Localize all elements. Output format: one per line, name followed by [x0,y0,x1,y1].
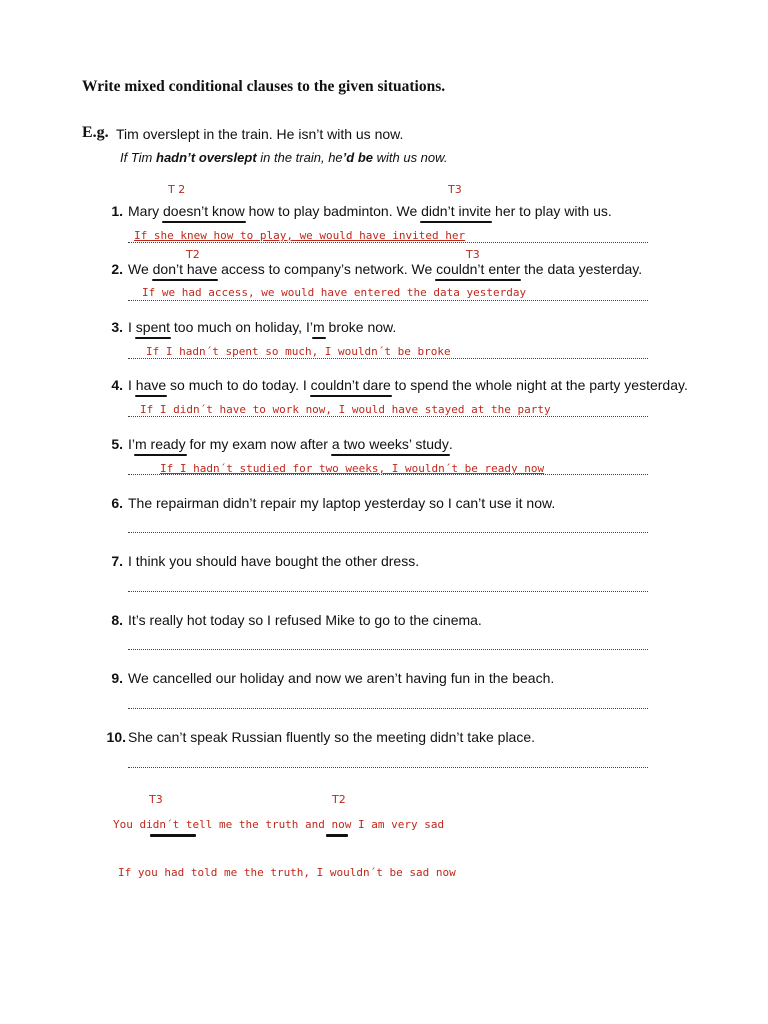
answer-line[interactable] [128,357,648,359]
item-number: 6. [111,495,123,511]
answer-line[interactable] [128,766,648,768]
exercise-sentence: We cancelled our holiday and now we aren’t having fun in the beach. [128,670,555,686]
handwritten-answer: If we had access, we would have entered the data yesterday [142,286,527,299]
item-number: 7. [111,553,123,569]
answer-line[interactable] [128,590,648,592]
exercise-sentence: She can’t speak Russian fluently so the meeting didn’t take place. [128,729,536,745]
handwritten-sentence: You didn´t tell me the truth and now I am very sad [113,818,445,831]
item-number: 9. [111,670,123,686]
handwritten-answer: If I hadn´t studied for two weeks, I wouldn´t be ready now [160,462,545,475]
answer-line[interactable] [128,299,648,301]
answer-line[interactable] [128,241,648,243]
item-number: 4. [111,377,123,393]
exercise-sentence: We don’t have access to company’s network. We couldn’t enter the data yesterday. [128,261,643,277]
item-number: 10. [106,729,126,745]
handwritten-answer: If you had told me the truth, I wouldn´t be sad now [118,866,456,879]
handwritten-answer: If I didn´t have to work now, I would have stayed at the party [140,403,551,416]
example-answer: If Tim hadn’t overslept in the train, he’d be with us now. [120,150,448,165]
exercise-sentence: Mary doesn’t know how to play badminton. We didn’t invite her to play with us. [128,203,612,219]
example-label: E.g. [82,124,109,141]
exercise-sentence: The repairman didn’t repair my laptop yesterday so I can’t use it now. [128,495,556,511]
tense-label: T 2 [168,183,186,196]
answer-line[interactable] [128,531,648,533]
exercise-sentence: I have so much to do today. I couldn’t dare to spend the whole night at the party yesterday. [128,377,688,393]
tense-label: T2 [332,793,346,806]
worksheet-title: Write mixed conditional clauses to the given situations. [82,78,446,95]
tense-label: T3 [466,248,480,261]
answer-line[interactable] [128,415,648,417]
exercise-sentence: I think you should have bought the other dress. [128,553,420,569]
answer-line[interactable] [128,707,648,709]
item-number: 5. [111,436,123,452]
example-situation: Tim overslept in the train. He isn’t with us now. [116,126,404,142]
tense-label: T2 [186,248,200,261]
exercise-sentence: I spent too much on holiday, I’m broke now. [128,319,397,335]
handwritten-answer: If I hadn´t spent so much, I wouldn´t be broke [146,345,451,358]
tense-label: T3 [149,793,163,806]
item-number: 2. [111,261,123,277]
tense-label: T3 [448,183,462,196]
handwritten-answer: If she knew how to play, we would have invited her [134,229,466,242]
underline-mark [150,834,196,837]
item-number: 3. [111,319,123,335]
answer-line[interactable] [128,648,648,650]
item-number: 1. [111,203,123,219]
exercise-sentence: I’m ready for my exam now after a two weeks’ study. [128,436,453,452]
underline-mark [326,834,348,837]
answer-line[interactable] [128,473,648,475]
item-number: 8. [111,612,123,628]
exercise-sentence: It’s really hot today so I refused Mike to go to the cinema. [128,612,482,628]
